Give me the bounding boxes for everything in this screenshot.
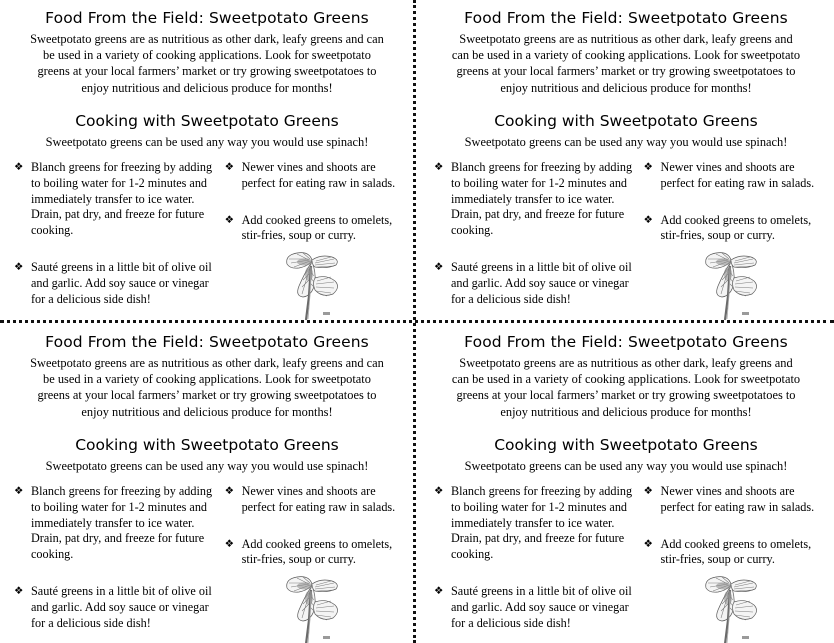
tips-column-right — [219, 160, 400, 321]
tips-column-right — [219, 484, 400, 643]
tips-list-right — [644, 484, 818, 568]
list-item — [434, 484, 634, 563]
tip-text: Add cooked greens to omelets, stir-fries, soup or curry. — [660, 212, 812, 243]
four-petal-diamond-bullet-icon: ❖ — [224, 213, 234, 226]
intro-paragraph: Sweetpotato greens are as nutritious as other dark, leafy greens and can be used in a variety of cooking applications. Look for sweetpotato greens at your local farmers’ market or try growing sweetpotatoes to enjoy nutritious and delicious produce for months! — [30, 31, 384, 95]
four-petal-diamond-bullet-icon: ❖ — [14, 261, 24, 274]
page-title: Food From the Field: Sweetpotato Greens — [45, 9, 369, 27]
handout-card-top-left — [0, 0, 414, 321]
tip-text: Add cooked greens to omelets, stir-fries, soup or curry. — [241, 536, 393, 567]
four-petal-diamond-bullet-icon: ❖ — [434, 160, 444, 173]
sweetpotato-plant-illustration — [698, 250, 764, 321]
tip-text: Newer vines and shoots are perfect for eating raw in salads. — [660, 159, 815, 190]
section-subtitle-line: Sweetpotato greens can be used any way you would use spinach! — [45, 134, 369, 149]
four-petal-diamond-bullet-icon: ❖ — [434, 261, 444, 274]
four-petal-diamond-bullet-icon: ❖ — [14, 160, 24, 173]
tip-text: Sauté greens in a little bit of olive oil and garlic. Add soy sauce or vinegar for a delicious side dish! — [451, 584, 632, 630]
list-item — [14, 484, 215, 563]
tips-column-right — [638, 160, 818, 321]
tip-text: Newer vines and shoots are perfect for eating raw in salads. — [241, 159, 396, 190]
tips-column-right — [638, 484, 818, 643]
list-item — [225, 484, 400, 516]
tips-column-left — [14, 484, 219, 632]
list-item — [225, 537, 400, 569]
list-item — [434, 160, 634, 239]
four-petal-diamond-bullet-icon: ❖ — [434, 484, 444, 497]
sweetpotato-plant-illustration — [279, 574, 345, 643]
handout-card-bottom-right — [414, 321, 834, 643]
tips-list-left — [434, 160, 634, 308]
section-subtitle-line: Sweetpotato greens can be used any way you would use spinach! — [45, 458, 369, 473]
list-item — [644, 160, 818, 192]
tips-columns — [434, 484, 818, 643]
tips-list-right — [225, 484, 400, 568]
page-title: Food From the Field: Sweetpotato Greens — [464, 333, 788, 351]
section-title-cooking: Cooking with Sweetpotato Greens — [75, 436, 339, 455]
tip-text: Blanch greens for freezing by adding to boiling water for 1-2 minutes and immediately transfer to ice water. Drain, pat dry, and freeze for future cooking. — [31, 159, 213, 238]
tip-text: Sauté greens in a little bit of olive oil and garlic. Add soy sauce or vinegar for a delicious side dish! — [31, 584, 212, 630]
section-title-cooking: Cooking with Sweetpotato Greens — [494, 436, 758, 455]
list-item — [644, 484, 818, 516]
four-petal-diamond-bullet-icon: ❖ — [643, 160, 653, 173]
tips-column-left — [434, 484, 638, 632]
tips-column-left — [434, 160, 638, 308]
section-title-cooking: Cooking with Sweetpotato Greens — [494, 112, 758, 131]
four-petal-diamond-bullet-icon: ❖ — [14, 585, 24, 598]
four-petal-diamond-bullet-icon: ❖ — [643, 484, 653, 497]
tips-list-right — [225, 160, 400, 244]
four-petal-diamond-bullet-icon: ❖ — [434, 585, 444, 598]
tip-text: Blanch greens for freezing by adding to boiling water for 1-2 minutes and immediately transfer to ice water. Drain, pat dry, and freeze for future cooking. — [451, 159, 633, 238]
list-item — [225, 160, 400, 192]
list-item — [14, 260, 215, 308]
tip-text: Sauté greens in a little bit of olive oil and garlic. Add soy sauce or vinegar for a delicious side dish! — [451, 260, 632, 306]
list-item — [14, 160, 215, 239]
section-subtitle-line: Sweetpotato greens can be used any way you would use spinach! — [464, 134, 788, 149]
four-petal-diamond-bullet-icon: ❖ — [224, 484, 234, 497]
tips-list-left — [14, 484, 215, 632]
list-item — [434, 584, 634, 632]
illustration-container — [644, 574, 818, 643]
list-item — [644, 213, 818, 245]
tip-text: Blanch greens for freezing by adding to boiling water for 1-2 minutes and immediately transfer to ice water. Drain, pat dry, and freeze for future cooking. — [31, 483, 213, 562]
tips-columns — [434, 160, 818, 321]
intro-paragraph: Sweetpotato greens are as nutritious as other dark, leafy greens and can be used in a variety of cooking applications. Look for sweetpotato greens at your local farmers’ market or try growing sweetpotatoes to enjoy nutritious and delicious produce for months! — [451, 31, 801, 95]
tip-text: Add cooked greens to omelets, stir-fries, soup or curry. — [241, 212, 393, 243]
tips-column-left — [14, 160, 219, 308]
section-subtitle-line: Sweetpotato greens can be used any way you would use spinach! — [464, 458, 788, 473]
tips-columns — [14, 484, 400, 643]
handout-card-top-right — [414, 0, 834, 321]
tip-text: Add cooked greens to omelets, stir-fries, soup or curry. — [660, 536, 812, 567]
tips-list-right — [644, 160, 818, 244]
intro-paragraph: Sweetpotato greens are as nutritious as other dark, leafy greens and can be used in a variety of cooking applications. Look for sweetpotato greens at your local farmers’ market or try growing sweetpotatoes to enjoy nutritious and delicious produce for months! — [30, 355, 384, 419]
tips-columns — [14, 160, 400, 321]
list-item — [644, 537, 818, 569]
section-title-cooking: Cooking with Sweetpotato Greens — [75, 112, 339, 131]
illustration-container — [225, 250, 400, 321]
illustration-container — [644, 250, 818, 321]
tip-text: Sauté greens in a little bit of olive oil and garlic. Add soy sauce or vinegar for a delicious side dish! — [31, 260, 212, 306]
tip-text: Newer vines and shoots are perfect for eating raw in salads. — [660, 483, 815, 514]
intro-paragraph: Sweetpotato greens are as nutritious as other dark, leafy greens and can be used in a variety of cooking applications. Look for sweetpotato greens at your local farmers’ market or try growing sweetpotatoes to enjoy nutritious and delicious produce for months! — [451, 355, 801, 419]
handout-card-bottom-left — [0, 321, 414, 643]
sweetpotato-plant-illustration — [279, 250, 345, 321]
four-petal-diamond-bullet-icon: ❖ — [224, 537, 234, 550]
tips-list-left — [14, 160, 215, 308]
illustration-container — [225, 574, 400, 643]
four-petal-diamond-bullet-icon: ❖ — [224, 160, 234, 173]
four-petal-diamond-bullet-icon: ❖ — [643, 213, 653, 226]
list-item — [225, 213, 400, 245]
list-item — [14, 584, 215, 632]
list-item — [434, 260, 634, 308]
page-title: Food From the Field: Sweetpotato Greens — [464, 9, 788, 27]
tip-text: Newer vines and shoots are perfect for eating raw in salads. — [241, 483, 396, 514]
sweetpotato-plant-illustration — [698, 574, 764, 643]
tip-text: Blanch greens for freezing by adding to boiling water for 1-2 minutes and immediately transfer to ice water. Drain, pat dry, and freeze for future cooking. — [451, 483, 633, 562]
page-title: Food From the Field: Sweetpotato Greens — [45, 333, 369, 351]
four-petal-diamond-bullet-icon: ❖ — [643, 537, 653, 550]
tips-list-left — [434, 484, 634, 632]
four-petal-diamond-bullet-icon: ❖ — [14, 484, 24, 497]
